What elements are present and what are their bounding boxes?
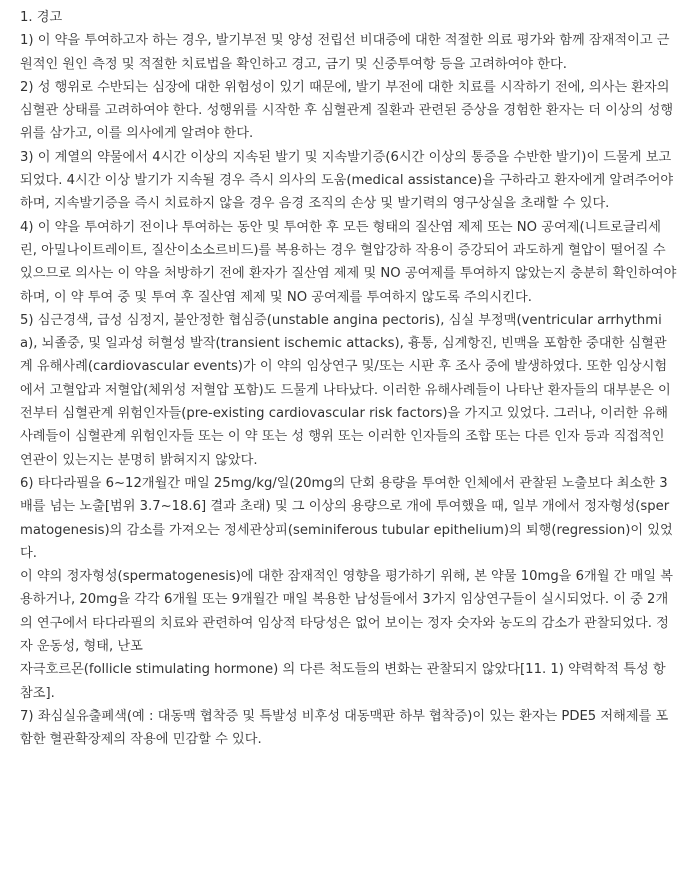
warning-paragraph-7: 7) 좌심실유출폐색(예 : 대동맥 협착증 및 특발성 비후성 대동맥판 하부 협착증)이 있는 환자는 PDE5 저해제를 포함한 혈관확장제의 작용에 민감할 수 있다. (20, 708, 669, 748)
warning-paragraph-6: 6) 타다라필을 6~12개월간 매일 25mg/kg/일(20mg의 단회 용량을 투여한 인체에서 관찰된 노출보다 최소한 3배를 넘는 노출[범위 3.7~18.6] 결과 초래) 및 그 이상의 용량으로 개에 투여했을 때, 일부 개에서 정자형성(spermatogenesis)의 감소를 가져오는 정세관상피(seminiferous tubular epithelium)의 퇴행(regression)이 있었다. (20, 475, 673, 561)
warning-paragraph-4: 4) 이 약을 투여하기 전이나 투여하는 동안 및 투여한 후 모든 형태의 질산염 제제 또는 NO 공여제(니트로글리세린, 아밀나이트레이트, 질산이소소르비드)를 복용하는 경우 혈압강하 작용이 증강되어 과도하게 혈압이 떨어질 수 있으므로 의사는 이 약을 처방하기 전에 환자가 질산염 제제 및 NO 공여제를 투여하지 않았는지 충분히 확인하여야 하며, 이 약 투여 중 및 투여 후 질산염 제제 및 NO 공여제를 투여하지 않도록 주의시킨다. (20, 219, 677, 305)
warning-paragraph-1: 1) 이 약을 투여하고자 하는 경우, 발기부전 및 양성 전립선 비대증에 대한 적절한 의료 평가와 함께 잠재적이고 근원적인 원인 측정 및 적절한 치료법을 확인하고 경고, 금기 및 신중투여항 등을 고려하여야 한다. (20, 33, 670, 72)
warning-paragraph-6-continued: 이 약의 정자형성(spermatogenesis)에 대한 잠재적인 영향을 평가하기 위해, 본 약물 10mg을 6개월 간 매일 복용하거나, 20mg을 각각 6개월 또는 9개월간 매일 복용한 남성들에서 3가지 임상연구들이 실시되었다. 이 중 2개의 연구에서 타다라필의 치료와 관련하여 임상적 타당성은 없어 보이는 정자 숫자와 농도의 감소가 관찰되었다. 정자 운동성, 형태, 난포 (20, 569, 674, 655)
section-heading: 1. 경고 (20, 10, 63, 25)
warning-paragraph-6-reference: 자극호르몬(follicle stimulating hormone) 의 다른 척도들의 변화는 관찰되지 않았다[11. 1) 약력학적 특성 항 참조]. (20, 662, 666, 701)
warning-paragraph-3: 3) 이 계열의 약물에서 4시간 이상의 지속된 발기 및 지속발기증(6시간 이상의 통증을 수반한 발기)이 드물게 보고되었다. 4시간 이상 발기가 지속될 경우 즉시 의사의 도움(medical assistance)을 구하라고 환자에게 알려주어야 하며, 지속발기증을 즉시 치료하지 않을 경우 음경 조직의 손상 및 발기력의 영구상실을 초래할 수 있다. (20, 149, 674, 212)
warning-paragraph-5: 5) 심근경색, 급성 심정지, 불안정한 협심증(unstable angina pectoris), 심실 부정맥(ventricular arrhythmia), 뇌졸중, 및 일과성 허혈성 발작(transient ischemic attacks), 흉통, 심계항진, 빈맥을 포함한 중대한 심혈관계 유해사례(cardiovascular events)가 이 약의 임상연구 및/또는 시판 후 조사 중에 발생하였다. 또한 임상시험에서 고혈압과 저혈압(체위성 저혈압 포함)도 드물게 나타났다. 이러한 유해사례들이 나타난 환자들의 대부분은 이전부터 심혈관계 위험인자들(pre-existing cardiovascular risk factors)을 가지고 있었다. 그러나, 이러한 유해사례들이 심혈관계 위험인자들 또는 이 약 또는 성 행위 또는 이러한 인자들의 조합 또는 다른 인자 등과 직접적인 연관이 있는지는 분명히 밝혀지지 않았다. (20, 312, 671, 468)
warning-paragraph-2: 2) 성 행위로 수반되는 심장에 대한 위험성이 있기 때문에, 발기 부전에 대한 치료를 시작하기 전에, 의사는 환자의 심혈관 상태를 고려하여야 한다. 성행위를 시작한 후 심혈관계 질환과 관련된 증상을 경험한 환자는 더 이상의 성행위를 삼가고, 이를 의사에게 알려야 한다. (20, 79, 674, 142)
